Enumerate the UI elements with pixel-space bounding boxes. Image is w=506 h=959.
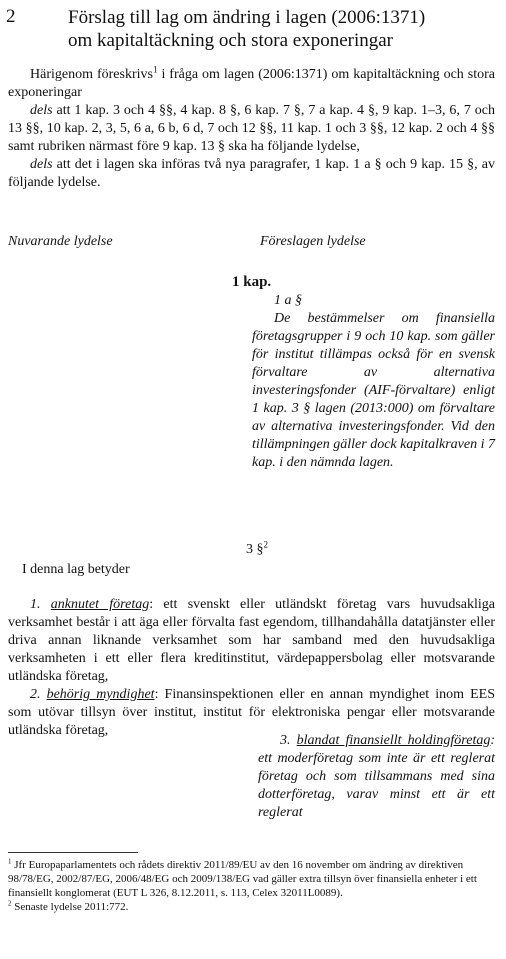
- proposed-section-text: De bestämmelser om finansiella företagsgrupper i 9 och 10 kap. som gäller för institut tillämpas också för en svensk förvaltare av alternativa investeringsfonder (AIF-förvaltare) enligt 1 kap. 3 § lagen (2013:000) om förvaltare av alternativa investeringsfonder. Vid den tillämpningen gäller dock kapitalkraven i 7 kap. i den nämnda lagen.: [252, 311, 496, 470]
- definition-3-text: : ett moderföretag som inte är ett reglerat företag och som tillsammans med sina dotterföretag, varav minst ett är ett reglerat: [258, 733, 496, 820]
- definition-2-text: : Finansinspektionen eller en annan myndighet inom EES som utövar tillsyn över institut, institut för elektroniska pengar eller motsvarande utländska företag,: [8, 687, 496, 738]
- footnote-1: [8, 858, 495, 900]
- intro-paragraph-3: [8, 156, 495, 192]
- heading-title-line2: om kapitaltäckning och stora exponeringar: [68, 30, 394, 51]
- footnote-ref-2: 2: [263, 539, 268, 550]
- section-3-label: [246, 539, 268, 558]
- footnote-2-text: Senaste lydelse 2011:772.: [11, 901, 129, 913]
- definition-1-number: 1.: [30, 597, 41, 612]
- footnote-2-mark: 2: [8, 899, 12, 908]
- column-header-proposed: Föreslagen lydelse: [260, 234, 366, 249]
- definition-3-proposed: [258, 732, 495, 822]
- definition-3: [258, 732, 495, 822]
- definition-1-term: anknutet företag: [50, 597, 150, 612]
- column-header-current: Nuvarande lydelse: [8, 234, 113, 249]
- intro-text: [8, 66, 495, 192]
- heading-number: 2: [6, 6, 16, 27]
- footnote-1-text: Jfr Europaparlamentets och rådets direktiv 2011/89/EU av den 16 november om ändring av direktiven 98/78/EG, 2002/87/EG, 2006/48/EG och 2009/138/EG vad gäller extra tillsyn över finansiella enheter i ett finansiellt konglomerat (EUT L 326, 8.12.2011, s. 113, Celex 32011L0089).: [8, 859, 477, 899]
- footnote-1-mark: 1: [8, 857, 12, 866]
- footnotes: [8, 858, 495, 914]
- intro-p2-lead: dels: [30, 103, 53, 118]
- section-3-text: 3 §: [246, 542, 264, 557]
- heading-title: [68, 6, 425, 52]
- definitions-list: [8, 596, 495, 740]
- intro-p1-rest: i fråga om lagen (2006:1371) om kapitaltäckning och stora exponeringar: [8, 67, 495, 100]
- definition-1: [8, 596, 495, 686]
- heading-title-line1: Förslag till lag om ändring i lagen (2006:1371): [68, 7, 426, 28]
- definition-2-term: behörig myndighet: [46, 687, 155, 702]
- footnote-divider: [8, 852, 138, 853]
- intro-p1-text: Härigenom föreskrivs: [30, 67, 153, 82]
- intro-p3-text: att det i lagen ska införas två nya paragrafer, 1 kap. 1 a § och 9 kap. 15 §, av följande lydelse.: [8, 157, 495, 190]
- definitions-intro: I denna lag betyder: [22, 562, 130, 577]
- chapter-label: 1 kap.: [232, 274, 272, 290]
- intro-paragraph-1: [8, 66, 495, 102]
- intro-paragraph-2: [8, 102, 495, 156]
- intro-p3-lead: dels: [30, 157, 53, 172]
- definition-2-number: 2.: [30, 687, 41, 702]
- definition-3-term: blandat finansiellt holdingföretag: [296, 733, 491, 748]
- footnote-ref-1: 1: [152, 64, 158, 75]
- definition-3-number: 3.: [280, 733, 291, 748]
- definition-1-text: : ett svenskt eller utländskt företag vars huvudsakliga verksamhet består i att äga eller förvalta fast egendom, tillhandahålla datatjänster eller driva annan liknande verksamhet som har samband med den huvudsakliga verksamheten i ett eller flera kreditinstitut, värdepappersbolag eller motsvarande utländska företag,: [8, 597, 495, 684]
- footnote-2: [8, 900, 495, 914]
- intro-p2-text: att 1 kap. 3 och 4 §§, 4 kap. 8 §, 6 kap. 7 §, 7 a kap. 4 §, 9 kap. 1–3, 6, 7 och 13 §§, 10 kap. 2, 3, 5, 6 a, 6 b, 6 d, 7 och 12 §§, 11 kap. 1 och 3 §§, 12 kap. 2 och 4 §§ samt rubriken närmast före 9 kap. 13 § ska ha följande lydelse,: [8, 103, 495, 154]
- proposed-section: [252, 292, 495, 472]
- proposed-section-number: 1 a §: [274, 293, 302, 308]
